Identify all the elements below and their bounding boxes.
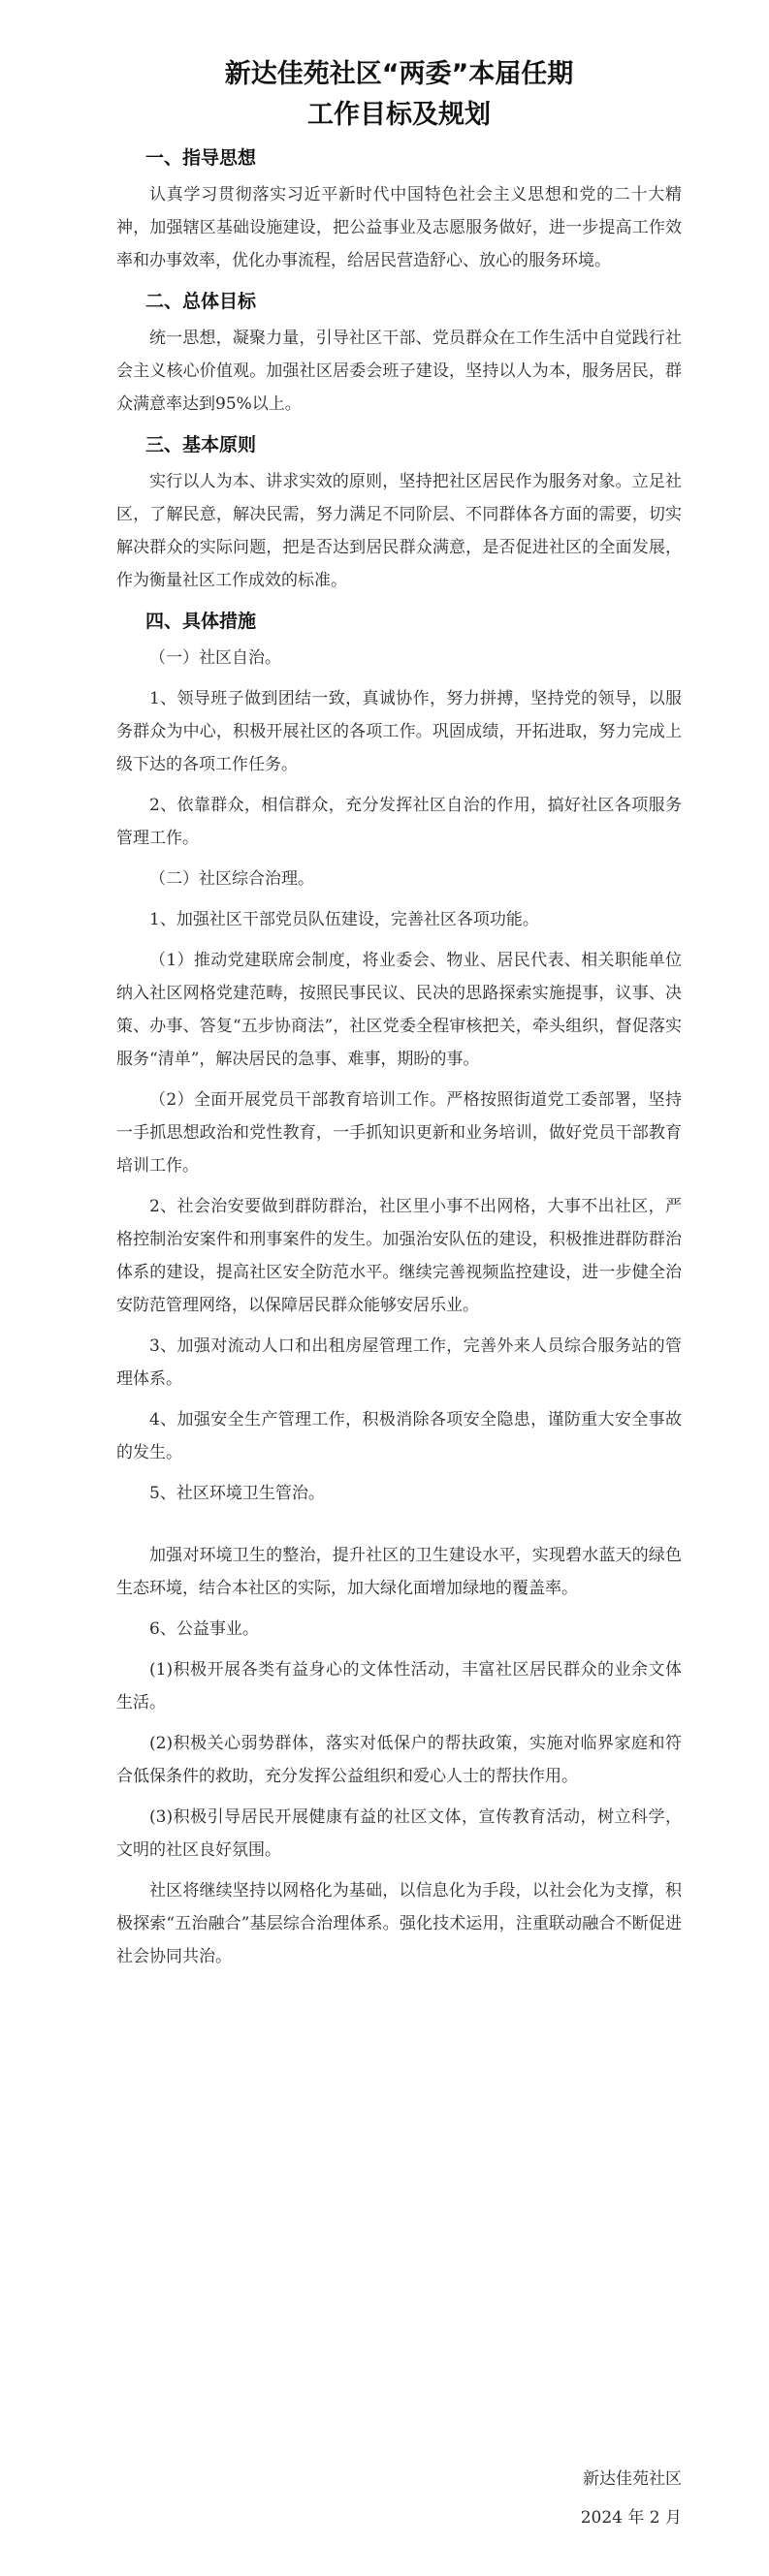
subsection-heading: （二）社区综合治理。 xyxy=(149,869,314,889)
section-heading-overall-goal: 二、总体目标 xyxy=(145,291,257,312)
paragraph: 4、加强安全生产管理工作，积极消除各项安全隐患，谨防重大安全事故的发生。 xyxy=(116,1410,682,1462)
paragraph: 1、领导班子做到团结一致，真诚协作，努力拼搏，坚持党的领导，以服务群众为中心，积极开展社区的各项工作。巩固成绩，开拓进取，努力完成上级下达的各项工作任务。 xyxy=(116,689,682,774)
section-heading-basic-principles: 三、基本原则 xyxy=(145,434,257,456)
spacer xyxy=(116,1518,682,1539)
signature-block xyxy=(581,2460,682,2537)
paragraph: （2）全面开展党员干部教育培训工作。严格按照街道党工委部署，坚持一手抓思想政治和党性教育，一手抓知识更新和业务培训，做好党员干部教育培训工作。 xyxy=(116,1090,682,1176)
paragraph: 认真学习贯彻落实习近平新时代中国特色社会主义思想和党的二十大精神，加强辖区基础设施建设，把公益事业及志愿服务做好，进一步提高工作效率和办事效率，优化办事流程，给居民营造舒心、放心的服务环境。 xyxy=(116,185,682,270)
title-line-2: 工作目标及规划 xyxy=(307,100,491,130)
paragraph: 实行以人为本、讲求实效的原则，坚持把社区居民作为服务对象。立足社区，了解民意，解决民需，努力满足不同阶层、不同群体各方面的需要，切实解决群众的实际问题，把是否达到居民群众满意，是否促进社区的全面发展，作为衡量社区工作成效的标准。 xyxy=(116,472,682,590)
signature-organization: 新达佳苑社区 xyxy=(583,2469,682,2489)
paragraph: (1)积极开展各类有益身心的文体性活动，丰富社区居民群众的业余文体生活。 xyxy=(116,1660,682,1712)
section-heading-guiding-ideology: 一、指导思想 xyxy=(145,147,257,169)
paragraph: 2、依靠群众，相信群众，充分发挥社区自治的作用，搞好社区各项服务管理工作。 xyxy=(116,796,682,848)
paragraph: 5、社区环境卫生管治。 xyxy=(149,1484,325,1503)
paragraph: 1、加强社区干部党员队伍建设，完善社区各项功能。 xyxy=(149,910,539,929)
paragraph: 3、加强对流动人口和出租房屋管理工作，完善外来人员综合服务站的管理体系。 xyxy=(116,1336,682,1389)
section-heading-specific-measures: 四、具体措施 xyxy=(145,611,257,632)
paragraph: 加强对环境卫生的整治，提升社区的卫生建设水平，实现碧水蓝天的绿色生态环境，结合本社区的实际，加大绿化面增加绿地的覆盖率。 xyxy=(116,1546,682,1598)
paragraph: 2、社会治安要做到群防群治，社区里小事不出网格，大事不出社区，严格控制治安案件和刑事案件的发生。加强治安队伍的建设，积极推进群防群治体系的建设，提高社区安全防范水平。继续完善视频监控建设，进一步健全治安防范管理网络，以保障居民群众能够安居乐业。 xyxy=(116,1197,682,1315)
paragraph: 统一思想，凝聚力量，引导社区干部、党员群众在工作生活中自觉践行社会主义核心价值观。加强社区居委会班子建设，坚持以人为本，服务居民，群众满意率达到95%以上。 xyxy=(116,329,682,414)
paragraph: (2)积极关心弱势群体，落实对低保户的帮扶政策，实施对临界家庭和符合低保条件的救助，充分发挥公益组织和爱心人士的帮扶作用。 xyxy=(116,1734,682,1786)
document-title xyxy=(116,54,682,136)
signature-date: 2024 年 2 月 xyxy=(580,2508,682,2528)
paragraph: (3)积极引导居民开展健康有益的社区文体，宣传教育活动，树立科学，文明的社区良好氛围。 xyxy=(116,1807,682,1860)
subsection-heading: （一）社区自治。 xyxy=(149,648,281,668)
title-line-1: 新达佳苑社区“两委”本届任期 xyxy=(224,59,574,89)
paragraph: 6、公益事业。 xyxy=(149,1619,259,1639)
paragraph: 社区将继续坚持以网格化为基础，以信息化为手段，以社会化为支撑，积极探索“五治融合”基层综合治理体系。强化技术运用，注重联动融合不断促进社会协同共治。 xyxy=(116,1881,682,1966)
paragraph: （1）推动党建联席会制度，将业委会、物业、居民代表、相关职能单位纳入社区网格党建范畴，按照民事民议、民决的思路探索实施提事，议事、决策、办事、答复“五步协商法”，社区党委全程审核把关，牵头组织，督促落实服务“清单”，解决居民的急事、难事，期盼的事。 xyxy=(116,951,682,1069)
